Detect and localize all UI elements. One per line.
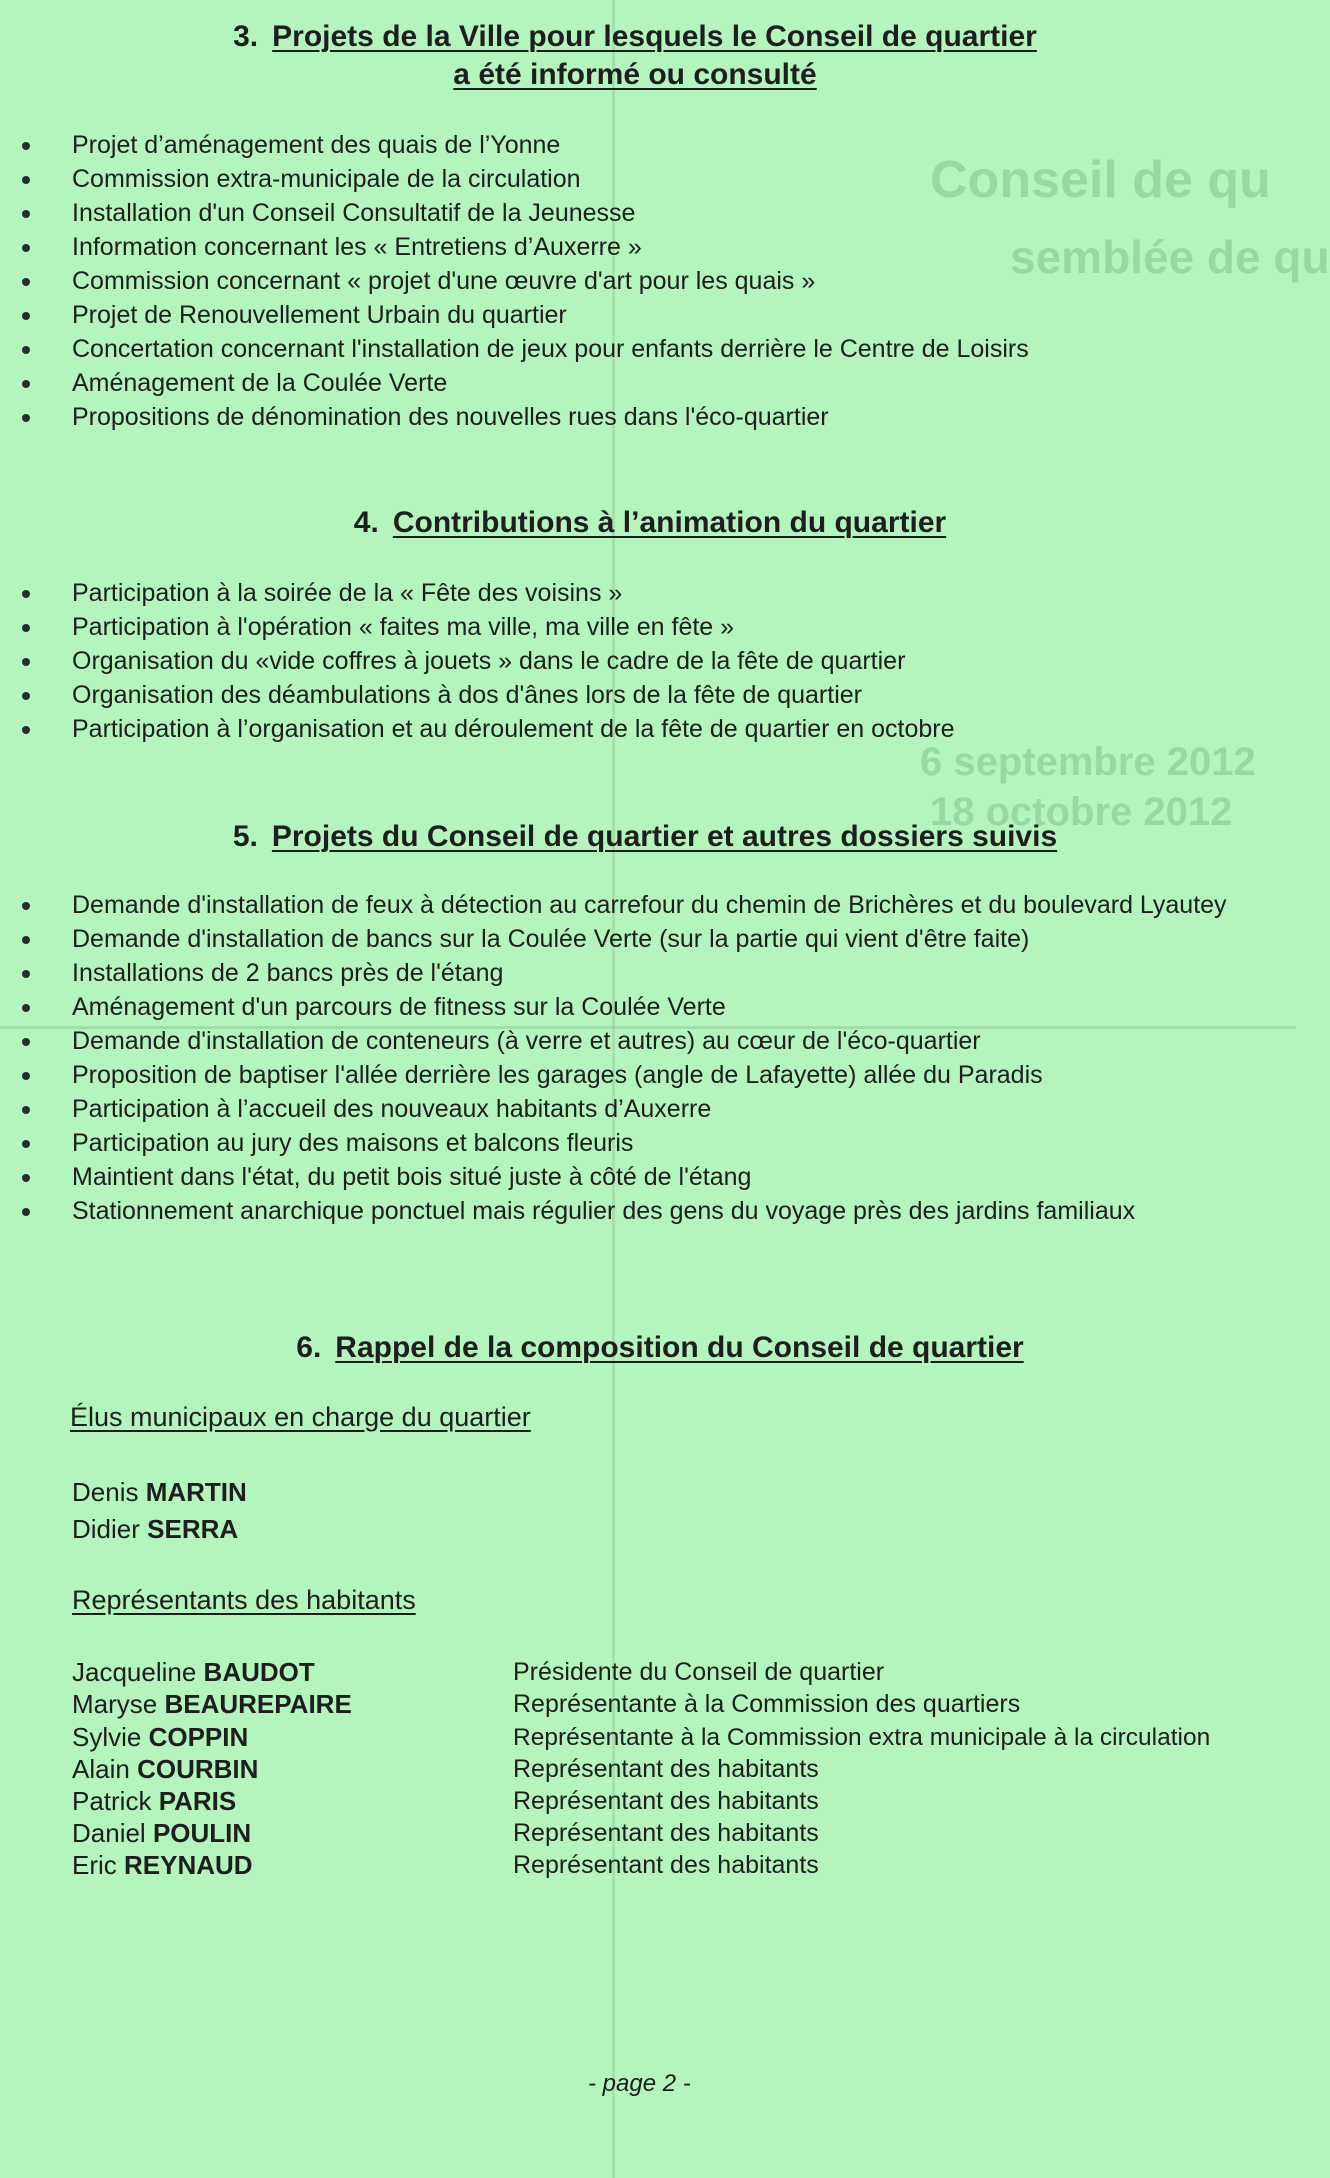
bullet-icon: [22, 902, 30, 910]
list-item-text: Aménagement d'un parcours de fitness sur la Coulée Verte: [72, 993, 726, 1021]
elus-heading: Élus municipaux en charge du quartier: [70, 1402, 531, 1432]
section-5-title: 5. Projets du Conseil de quartier et autres dossiers suivis: [232, 820, 1058, 853]
list-item: [0, 712, 1240, 746]
list-item-text: Commission concernant « projet d'une œuvre d'art pour les quais »: [72, 267, 816, 295]
list-item: [0, 990, 1250, 1024]
list-item: [0, 1160, 1250, 1194]
bullet-icon: [22, 346, 30, 354]
list-item: [0, 922, 1250, 956]
bullet-icon: [22, 726, 30, 734]
bullet-icon: [22, 1038, 30, 1046]
bullet-icon: [22, 936, 30, 944]
list-item-text: Organisation du «vide coffres à jouets » dans le cadre de la fête de quartier: [72, 647, 906, 675]
bullet-icon: [22, 142, 30, 150]
list-item-text: Maintient dans l'état, du petit bois situé juste à côté de l'étang: [72, 1163, 752, 1191]
list-item: [0, 888, 1250, 922]
bullet-icon: [22, 278, 30, 286]
list-item: [0, 1024, 1250, 1058]
rep-role: Représentant des habitants: [513, 1787, 819, 1815]
bleed-through-text: Conseil de qu: [930, 151, 1271, 209]
list-item-text: Projet d’aménagement des quais de l’Yonne: [72, 131, 561, 159]
section-5-list: [0, 888, 1250, 1228]
bullet-icon: [22, 1072, 30, 1080]
list-item-text: Participation à l’organisation et au déroulement de la fête de quartier en octobre: [72, 715, 955, 743]
list-item-text: Installations de 2 bancs près de l'étang: [72, 959, 504, 987]
rep-role: Représentant des habitants: [513, 1819, 819, 1847]
list-item: [0, 332, 1240, 366]
list-item: [0, 956, 1250, 990]
list-item: [0, 1058, 1250, 1092]
list-item: [0, 678, 1240, 712]
list-item-text: Participation au jury des maisons et balcons fleuris: [72, 1129, 634, 1157]
list-item: [0, 298, 1240, 332]
section-4-list: [0, 576, 1240, 746]
bullet-icon: [22, 380, 30, 388]
bullet-icon: [22, 658, 30, 666]
bleed-through-text: 18 octobre 2012: [930, 790, 1233, 834]
rep-name: Sylvie COPPIN: [72, 1722, 249, 1752]
section-4-title: 4. Contributions à l’animation du quartier: [353, 506, 947, 539]
bullet-icon: [22, 1174, 30, 1182]
list-item: [0, 644, 1240, 678]
list-item: [0, 1126, 1250, 1160]
reps-heading: Représentants des habitants: [72, 1585, 416, 1615]
rep-name: Jacqueline BAUDOT: [72, 1657, 315, 1687]
bullet-icon: [22, 1208, 30, 1216]
list-item: [0, 576, 1240, 610]
list-item: [0, 128, 1240, 162]
rep-name: Patrick PARIS: [72, 1786, 237, 1816]
list-item: [0, 230, 1240, 264]
rep-name: Daniel POULIN: [72, 1818, 252, 1848]
elu-name: Denis MARTIN: [72, 1477, 247, 1507]
bullet-icon: [22, 590, 30, 598]
list-item: [0, 264, 1240, 298]
list-item: [0, 610, 1240, 644]
list-item-text: Information concernant les « Entretiens d’Auxerre »: [72, 233, 642, 261]
bullet-icon: [22, 210, 30, 218]
list-item-text: Participation à la soirée de la « Fête des voisins »: [72, 579, 623, 607]
bullet-icon: [22, 1004, 30, 1012]
list-item: [0, 1194, 1250, 1228]
list-item: [0, 400, 1240, 434]
section-6-title: 6. Rappel de la composition du Conseil de quartier: [296, 1331, 1024, 1364]
list-item: [0, 162, 1240, 196]
bullet-icon: [22, 970, 30, 978]
list-item-text: Commission extra-municipale de la circulation: [72, 165, 581, 193]
bullet-icon: [22, 414, 30, 422]
list-item-text: Demande d'installation de conteneurs (à verre et autres) au cœur de l'éco-quartier: [72, 1027, 981, 1055]
rep-role: Représentant des habitants: [513, 1851, 819, 1879]
section-3-title: 3. Projets de la Ville pour lesquels le Conseil de quartier a été informé ou consulté: [233, 20, 1037, 91]
page-number: - page 2 -: [588, 2070, 691, 2097]
list-item: [0, 1092, 1250, 1126]
section-3-list: [0, 128, 1240, 434]
list-item-text: Demande d'installation de bancs sur la Coulée Verte (sur la partie qui vient d'être faite): [72, 925, 1030, 953]
list-item-text: Participation à l’accueil des nouveaux habitants d’Auxerre: [72, 1095, 712, 1123]
list-item-text: Propositions de dénomination des nouvelles rues dans l'éco-quartier: [72, 403, 829, 431]
bullet-icon: [22, 692, 30, 700]
rep-role: Représentante à la Commission extra municipale à la circulation: [513, 1724, 1211, 1751]
list-item-text: Proposition de baptiser l'allée derrière les garages (angle de Lafayette) allée du Paradis: [72, 1061, 1043, 1089]
list-item-text: Organisation des déambulations à dos d'ânes lors de la fête de quartier: [72, 681, 862, 709]
bleed-through-text: semblée de qu: [1010, 231, 1330, 283]
rep-role: Représentante à la Commission des quartiers: [513, 1690, 1021, 1718]
bullet-icon: [22, 312, 30, 320]
rep-name: Alain COURBIN: [72, 1754, 259, 1784]
elu-name: Didier SERRA: [72, 1514, 239, 1544]
list-item-text: Concertation concernant l'installation de jeux pour enfants derrière le Centre de Loisirs: [72, 335, 1029, 363]
rep-role: Présidente du Conseil de quartier: [513, 1658, 885, 1686]
bullet-icon: [22, 1106, 30, 1114]
list-item-text: Participation à l'opération « faites ma ville, ma ville en fête »: [72, 613, 735, 641]
rep-name: Eric REYNAUD: [72, 1850, 253, 1880]
list-item: [0, 366, 1240, 400]
bullet-icon: [22, 1140, 30, 1148]
bullet-icon: [22, 244, 30, 252]
list-item-text: Demande d'installation de feux à détection au carrefour du chemin de Brichères et du boulevard Lyautey: [72, 891, 1227, 919]
list-item: [0, 196, 1240, 230]
list-item-text: Projet de Renouvellement Urbain du quartier: [72, 301, 567, 329]
bullet-icon: [22, 624, 30, 632]
rep-role: Représentant des habitants: [513, 1755, 819, 1783]
list-item-text: Stationnement anarchique ponctuel mais régulier des gens du voyage près des jardins familiaux: [72, 1197, 1136, 1225]
list-item-text: Installation d'un Conseil Consultatif de la Jeunesse: [72, 199, 636, 227]
list-item-text: Aménagement de la Coulée Verte: [72, 369, 448, 397]
rep-name: Maryse BEAUREPAIRE: [72, 1689, 352, 1719]
bleed-through-text: 6 septembre 2012: [920, 740, 1256, 784]
bullet-icon: [22, 176, 30, 184]
